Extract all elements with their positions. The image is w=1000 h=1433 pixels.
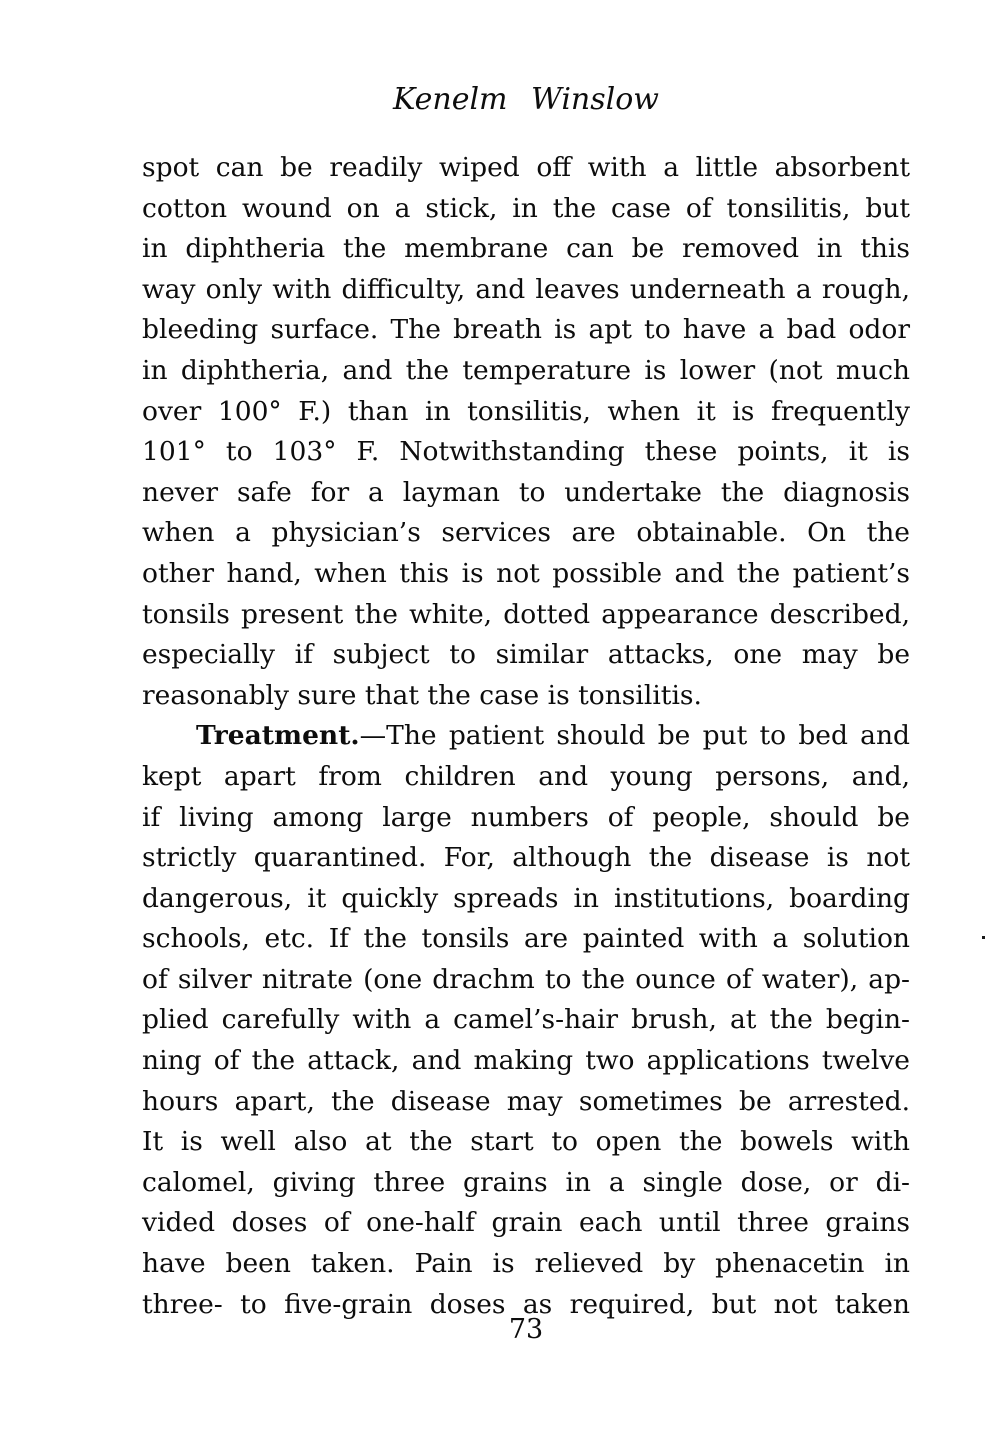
text-line: if living among large numbers of people, should be xyxy=(142,801,910,833)
text-line: other hand, when this is not possible and the patient’s xyxy=(142,557,910,589)
body-text-block xyxy=(142,148,910,1325)
text-line: dangerous, it quickly spreads in institutions, boarding xyxy=(142,882,910,914)
page-number: 73 xyxy=(508,1314,544,1345)
scan-speck xyxy=(982,936,985,939)
text-line: over 100° F.) than in tonsilitis, when it is frequently xyxy=(142,395,910,427)
text-line: spot can be readily wiped off with a little absorbent xyxy=(142,152,910,183)
text-line: in diphtheria the membrane can be removed in this xyxy=(142,233,910,265)
text-line: calomel, giving three grains in a single dose, or di- xyxy=(142,1166,910,1198)
text-line: never safe for a layman to undertake the diagnosis xyxy=(142,476,910,508)
text-line: hours apart, the disease may sometimes be arrested. xyxy=(142,1085,910,1117)
text-line: Treatment.—The patient should be put to bed and xyxy=(196,720,910,752)
text-line: especially if subject to similar attacks, one may be xyxy=(142,639,910,671)
text-line: tonsils present the white, dotted appearance described, xyxy=(142,598,910,630)
text-line: vided doses of one-half grain each until three grains xyxy=(142,1207,910,1239)
running-header: Kenelm Winslow xyxy=(393,82,659,117)
text-line: plied carefully with a camel’s-hair brush, at the begin- xyxy=(142,1004,910,1036)
text-line: of silver nitrate (one drachm to the ounce of water), ap- xyxy=(142,963,910,995)
text-line: schools, etc. If the tonsils are painted with a solution xyxy=(142,923,910,955)
text-line: kept apart from children and young persons, and, xyxy=(142,760,910,792)
text-line: in diphtheria, and the temperature is lower (not much xyxy=(142,354,910,386)
treatment-label: Treatment. xyxy=(196,720,360,752)
text-line: reasonably sure that the case is tonsilitis. xyxy=(142,679,702,711)
text-line: 101° to 103° F. Notwithstanding these points, it is xyxy=(142,436,910,468)
text-line: strictly quarantined. For, although the disease is not xyxy=(142,842,910,874)
text-line: have been taken. Pain is relieved by phenacetin in xyxy=(142,1248,910,1280)
text-line: ning of the attack, and making two applications twelve xyxy=(142,1045,910,1077)
text-line: It is well also at the start to open the bowels with xyxy=(142,1126,910,1158)
text-line: bleeding surface. The breath is apt to have a bad odor xyxy=(142,314,910,346)
text-line: three- to five-grain doses as required, but not taken xyxy=(142,1288,910,1320)
text-line: cotton wound on a stick, in the case of tonsilitis, but xyxy=(142,192,910,224)
text-line: when a physician’s services are obtainable. On the xyxy=(142,517,910,549)
text-line: way only with difficulty, and leaves underneath a rough, xyxy=(142,273,910,305)
